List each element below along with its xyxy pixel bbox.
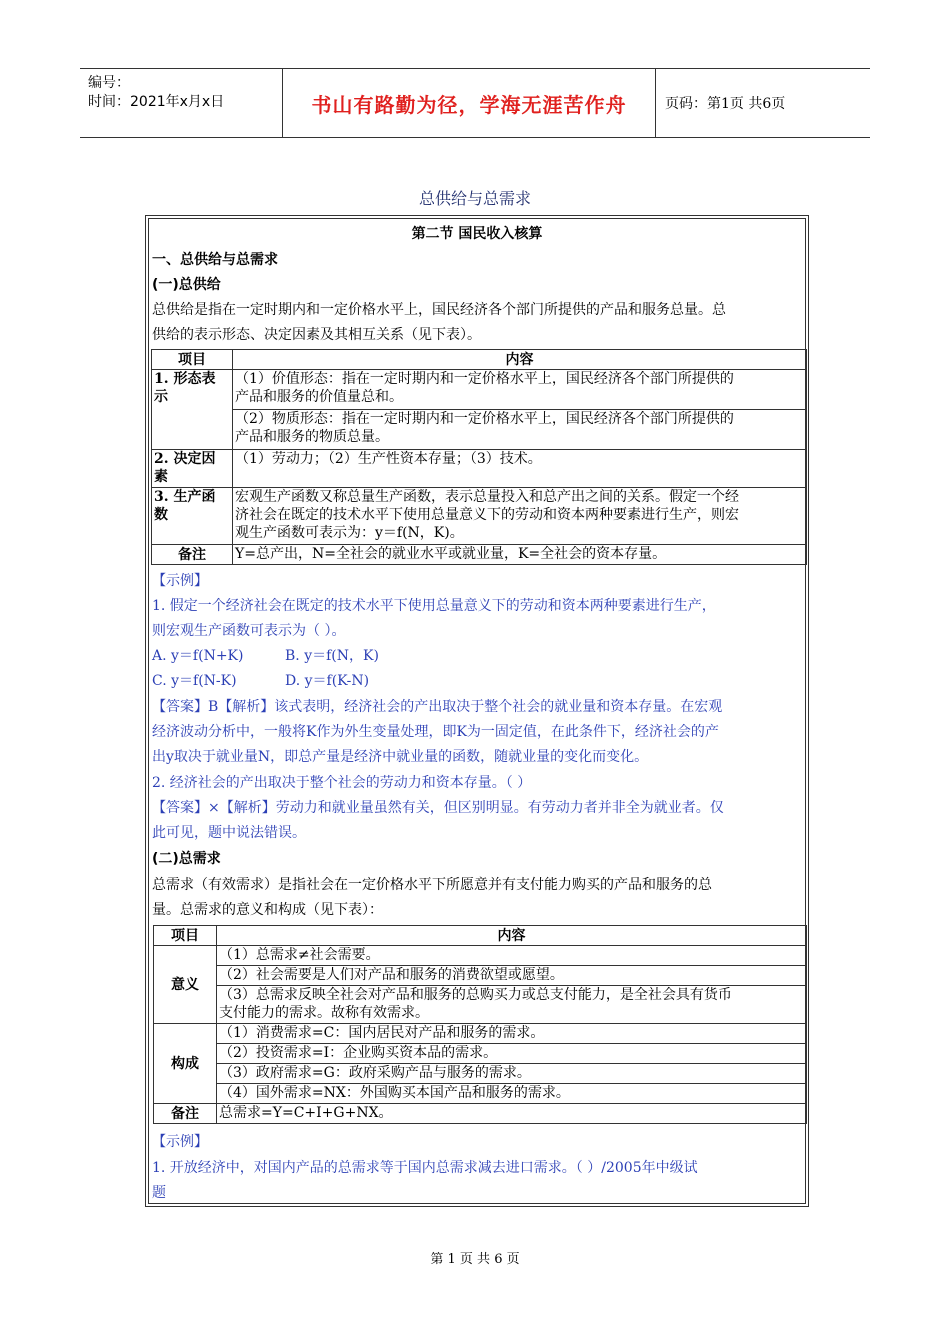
demand-meaning-1: （1）总需求≠社会需要。 <box>217 946 807 966</box>
demand-desc-line1: 总需求（有效需求）是指社会在一定价格水平下所愿意并有支付能力购买的产品和服务的总 <box>152 877 712 893</box>
example2-q1-line1: 1. 开放经济中，对国内产品的总需求等于国内总需求减去进口需求。（ ）/2005年中级试 <box>152 1160 698 1176</box>
example1-answer1-line1: 【答案】B【解析】该式表明，经济社会的产出取决于整个社会的就业量和资本存量。在宏观 <box>152 699 723 715</box>
demand-meaning-2: （2）社会需要是人们对产品和服务的消费欲望或愿望。 <box>217 966 807 986</box>
supply-row-factors-key-b: 素 <box>154 469 168 485</box>
supply-row-form-key-b: 示 <box>154 389 168 405</box>
supply-row-function-key-b: 数 <box>154 507 168 523</box>
supply-row-factors-key <box>152 450 233 488</box>
page-header <box>80 68 870 138</box>
date-label: 时间：2021年x月x日 <box>88 94 225 110</box>
example1-answer2-line2: 此可见，题中说法错误。 <box>152 825 306 841</box>
header-motto-cell <box>282 69 656 137</box>
example1-option-d: D. y＝f(K-N) <box>285 673 370 689</box>
demand-composition-2: （2）投资需求=I：企业购买资本品的需求。 <box>217 1044 807 1064</box>
page-info: 页码：第1页 共6页 <box>665 96 786 112</box>
supply-row-form-physical <box>233 410 807 450</box>
demand-composition-4: （4）国外需求=NX：外国购买本国产品和服务的需求。 <box>217 1084 807 1104</box>
demand-composition-key: 构成 <box>154 1024 217 1104</box>
supply-physical-line: （2）物质形态：指在一定时期内和一定价格水平上，国民经济各个部门所提供的 <box>235 411 734 427</box>
content-frame <box>145 215 809 1207</box>
demand-table <box>153 925 807 1124</box>
example2-tag: 【示例】 <box>152 1134 208 1150</box>
demand-meaning-3 <box>217 986 807 1024</box>
content-inner <box>148 218 806 1204</box>
supply-row-form-key-a: 1. 形态表 <box>154 371 216 387</box>
supply-function-line: 济社会在既定的技术水平下使用总量意义下的劳动和资本两种要素进行生产，则宏 <box>235 507 739 523</box>
supply-value-line: （1）价值形态：指在一定时期内和一定价格水平上，国民经济各个部门所提供的 <box>235 371 734 387</box>
supply-function-line: 观生产函数可表示为：y＝f(N，K)。 <box>235 525 464 541</box>
example1-answer1-line2: 经济波动分析中，一般将K作为外生变量处理，即K为一固定值，在此条件下，经济社会的产 <box>152 724 719 740</box>
page-footer: 第 1 页 共 6 页 <box>430 1252 520 1267</box>
supply-physical-line: 产品和服务的物质总量。 <box>235 429 389 445</box>
supply-row-factors-value: （1）劳动力；（2）生产性资本存量；（3）技术。 <box>233 450 807 488</box>
demand-meaning-3-line: （3）总需求反映全社会对产品和服务的总购买力或总支付能力，是全社会具有货币 <box>219 987 732 1003</box>
supply-row-function-key <box>152 488 233 545</box>
demand-note-value: 总需求=Y=C+I+G+NX。 <box>217 1104 807 1124</box>
example1-option-a: A. y＝f(N+K) <box>152 648 244 664</box>
supply-desc-line1: 总供给是指在一定时期内和一定价格水平上，国民经济各个部门所提供的产品和服务总量。总 <box>152 302 726 318</box>
example1-option-c: C. y＝f(N-K) <box>152 673 237 689</box>
supply-value-line: 产品和服务的价值量总和。 <box>235 389 403 405</box>
motto: 书山有路勤为径，学海无涯苦作舟 <box>311 92 627 117</box>
demand-desc-line2: 量。总需求的意义和构成（见下表）： <box>152 902 383 918</box>
example1-q1-line1: 1. 假定一个经济社会在既定的技术水平下使用总量意义下的劳动和资本两种要素进行生产， <box>152 598 716 614</box>
supply-table-header-content: 内容 <box>233 350 807 370</box>
supply-heading: (一)总供给 <box>152 277 221 293</box>
example1-answer2-line1: 【答案】×【解析】劳动力和就业量虽然有关，但区别明显。有劳动力者并非全为就业者。仅 <box>152 800 724 816</box>
example1-option-b: B. y＝f(N，K) <box>285 648 379 664</box>
number-label: 编号： <box>88 75 130 91</box>
example1-tag: 【示例】 <box>152 573 208 589</box>
section-title: 第二节 国民收入核算 <box>411 226 543 242</box>
demand-table-header-content: 内容 <box>217 926 807 946</box>
example1-q1-line2: 则宏观生产函数可表示为（ ）。 <box>152 623 346 639</box>
demand-meaning-3-line: 支付能力的需求。故称有效需求。 <box>219 1005 429 1021</box>
demand-heading: (二)总需求 <box>152 851 221 867</box>
supply-row-form-value <box>233 370 807 410</box>
supply-table <box>151 349 807 565</box>
demand-meaning-key: 意义 <box>154 946 217 1024</box>
example1-q2: 2. 经济社会的产出取决于整个社会的劳动力和资本存量。（ ） <box>152 775 532 791</box>
supply-function-line: 宏观生产函数又称总量生产函数，表示总量投入和总产出之间的关系。假定一个经 <box>235 489 739 505</box>
demand-composition-3: （3）政府需求=G：政府采购产品与服务的需求。 <box>217 1064 807 1084</box>
header-meta <box>80 69 282 137</box>
supply-row-function-value <box>233 488 807 545</box>
document-title: 总供给与总需求 <box>418 189 531 208</box>
supply-row-note-key: 备注 <box>152 545 233 565</box>
supply-row-function-key-a: 3. 生产函 <box>154 489 216 505</box>
header-page-cell <box>655 69 870 137</box>
supply-row-note-value: Y=总产出，N=全社会的就业水平或就业量，K=全社会的资本存量。 <box>233 545 807 565</box>
supply-table-header-item: 项目 <box>152 350 233 370</box>
demand-table-header-item: 项目 <box>154 926 217 946</box>
part1-heading: 一、总供给与总需求 <box>152 252 278 268</box>
supply-row-form-key <box>152 370 233 450</box>
supply-row-factors-key-a: 2. 决定因 <box>154 451 216 467</box>
demand-composition-1: （1）消费需求=C：国内居民对产品和服务的需求。 <box>217 1024 807 1044</box>
demand-note-key: 备注 <box>154 1104 217 1124</box>
supply-desc-line2: 供给的表示形态、决定因素及其相互关系（见下表）。 <box>152 327 481 343</box>
example2-q1-line2: 题 <box>152 1185 166 1201</box>
example1-answer1-line3: 出y取决于就业量N，即总产量是经济中就业量的函数，随就业量的变化而变化。 <box>152 749 649 765</box>
